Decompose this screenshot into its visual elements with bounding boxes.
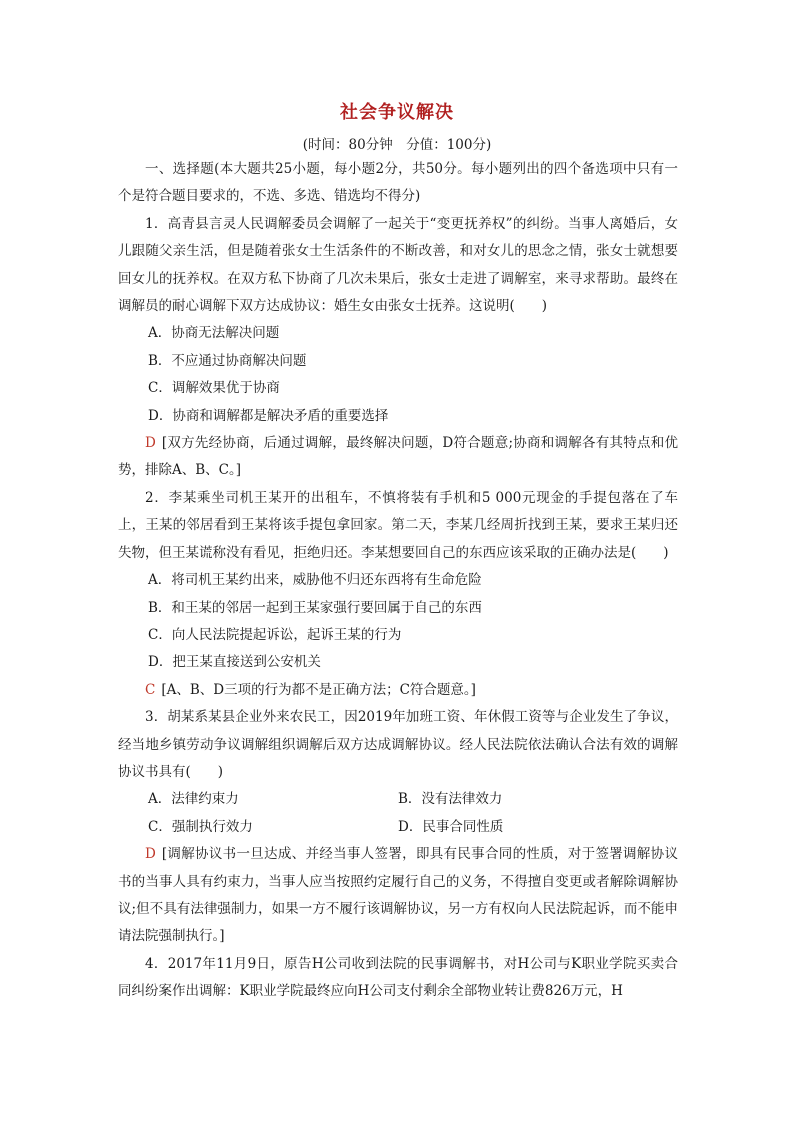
question-2-stem: 2．李某乘坐司机王某开的出租车，不慎将装有手机和5 000元现金的手提包落在了车上，王某的邻居看到王某将该手提包拿回家。第二天，李某几经周折找到王某，要求王某归还失物，但王某谎称没有看见，拒绝归还。李某想要回自己的东西应该采取的正确办法是( ): [118, 489, 678, 561]
question-2-option-a: A．将司机王某约出来，威胁他不归还东西将有生命危险: [148, 572, 482, 589]
question-1-answer: [118, 430, 678, 485]
question-1-answer-letter: D: [145, 435, 156, 452]
question-3-explanation: [调解协议书一旦达成、并经当事人签署，即具有民事合同的性质，对于签署调解协议书的当事人具有约束力，当事人应当按照约定履行自己的义务，不得擅自变更或者解除调解协议;但不具有法律强制力，如果一方不履行该调解协议，另一方有权向人民法院起诉，而不能申请法院强制执行。]: [118, 846, 678, 945]
question-1-option-c: C．调解效果优于协商: [148, 380, 280, 397]
question-3-options-row-1: [118, 786, 678, 813]
question-2-explanation: [A、B、D三项的行为都不是正确方法；C符合题意。]: [161, 681, 476, 698]
question-3-option-c: C．强制执行效力: [148, 818, 253, 835]
question-3-option-a: A．法律约束力: [148, 791, 239, 808]
question-3-option-b: B．没有法律效力: [398, 791, 503, 808]
question-4-stem: 4．2017年11月9日，原告H公司收到法院的民事调解书，对H公司与K职业学院买卖合同纠纷案作出调解：K职业学院最终应向H公司支付剩余全部物业转让费826万元，H: [118, 955, 678, 1000]
question-1-option-b: B．不应通过协商解决问题: [148, 352, 307, 369]
question-2-option-d: D．把王某直接送到公安机关: [148, 654, 321, 671]
question-2-answer: [118, 677, 678, 704]
question-2-answer-letter: C: [145, 681, 156, 698]
section-intro: 一、选择题(本大题共25小题，每小题2分，共50分。每小题列出的四个备选项中只有一个是符合题目要求的，不选、多选、错选均不得分): [118, 161, 678, 205]
document-body: [118, 156, 678, 1006]
question-3-answer-letter: D: [145, 846, 156, 863]
page-title: 社会争议解决: [340, 102, 454, 123]
question-2-option-c: C．向人民法院提起诉讼，起诉王某的行为: [148, 626, 402, 643]
question-2-option-b: B．和王某的邻居一起到王某家强行要回属于自己的东西: [148, 599, 482, 616]
question-1-explanation: [双方先经协商，后通过调解，最终解决问题，D符合题意;协商和调解各有其特点和优势，排除A、B、C。]: [118, 435, 678, 479]
question-3-answer: [118, 841, 678, 951]
question-1-stem: 1．高青县言灵人民调解委员会调解了一起关于“变更抚养权”的纠纷。当事人离婚后，女儿跟随父亲生活，但是随着张女士生活条件的不断改善，和对女儿的思念之情，张女士就想要回女儿的抚养权。在双方私下协商了几次未果后，张女士走进了调解室，来寻求帮助。最终在调解员的耐心调解下双方达成协议：婚生女由张女士抚养。这说明( ): [118, 215, 678, 315]
question-3-option-d: D．民事合同性质: [398, 818, 504, 835]
question-3-options-row-2: [118, 814, 678, 841]
question-1-option-a: A．协商无法解决问题: [148, 325, 280, 342]
question-1-option-d: D．协商和调解都是解决矛盾的重要选择: [148, 407, 389, 424]
exam-meta: (时间：80分钟 分值：100分): [302, 137, 492, 153]
question-3-stem: 3．胡某系某县企业外来农民工，因2019年加班工资、年休假工资等与企业发生了争议，经当地乡镇劳动争议调解组织调解后双方达成调解协议。经人民法院依法确认合法有效的调解协议书具有( ): [118, 709, 678, 780]
